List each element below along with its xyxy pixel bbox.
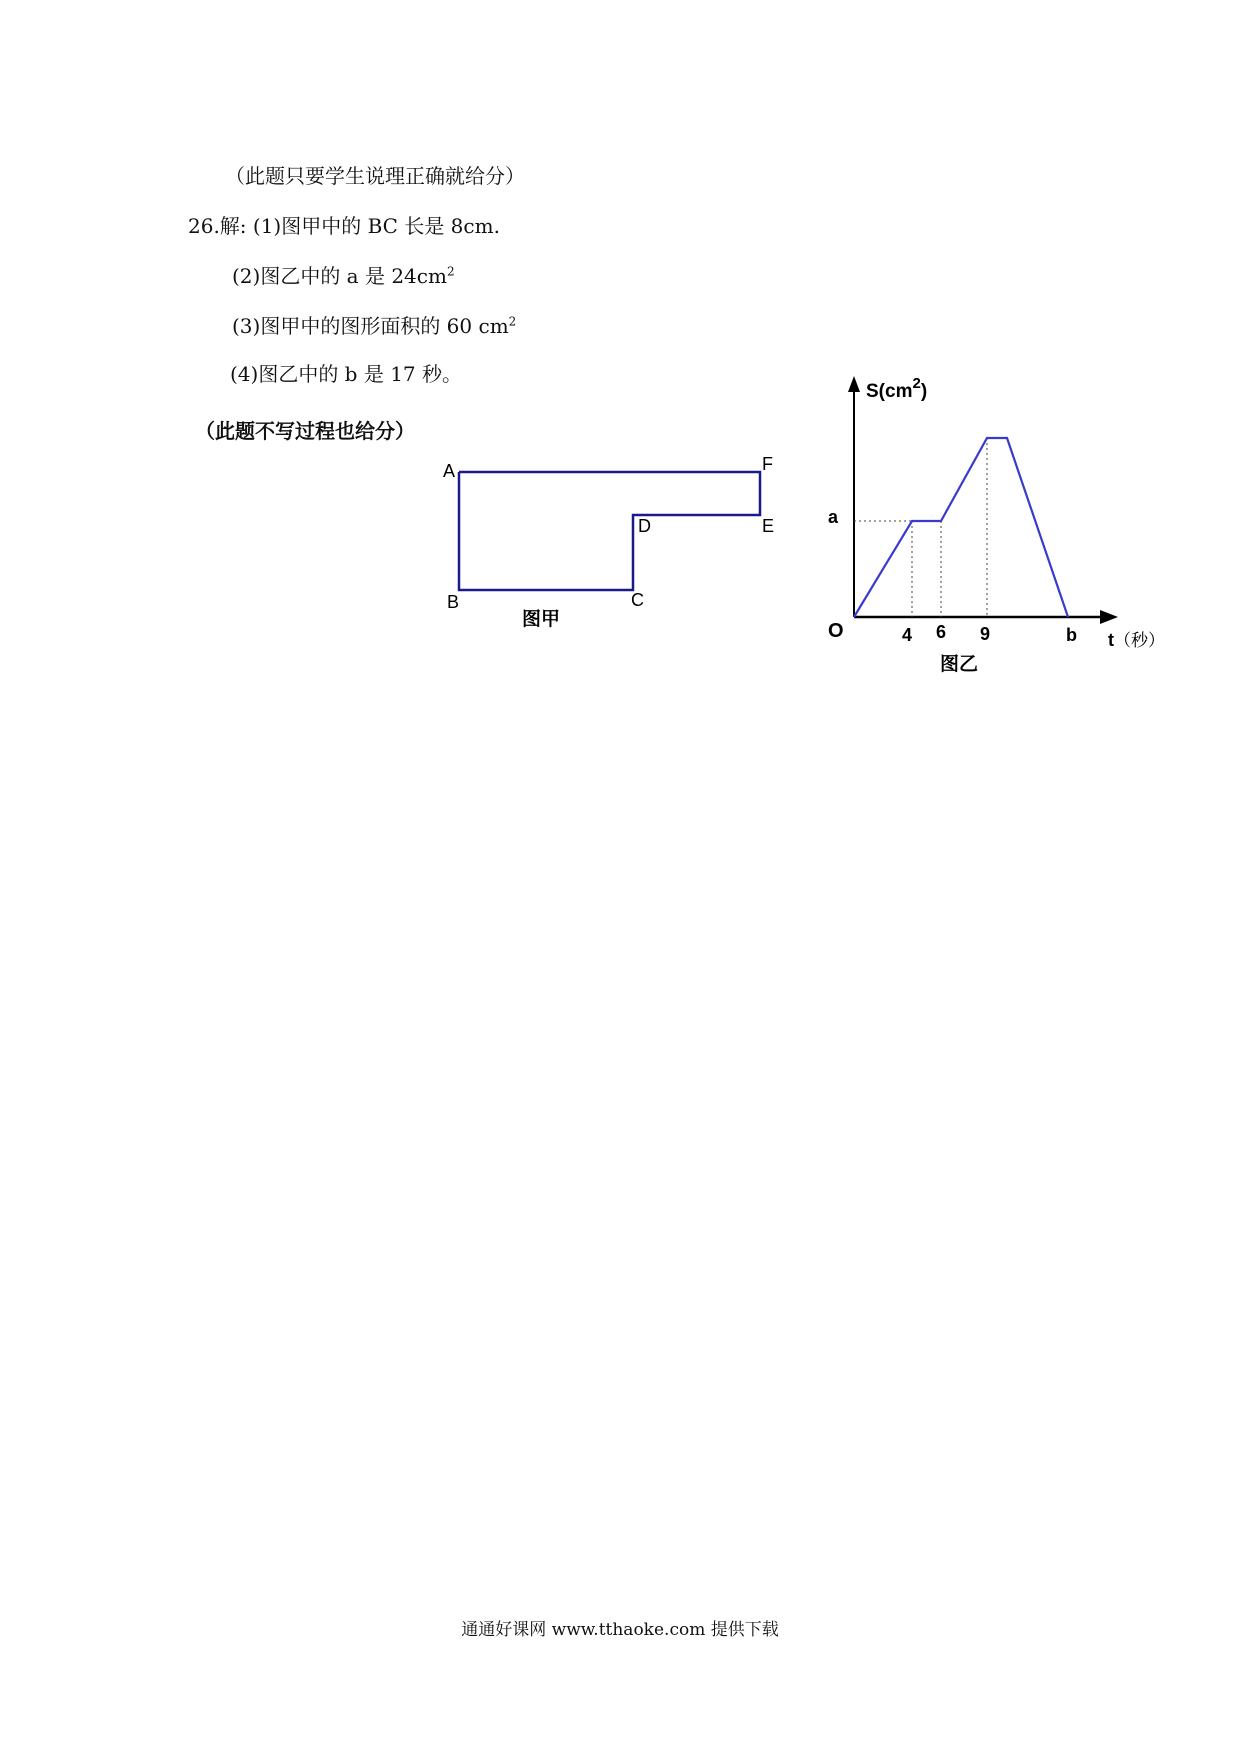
origin-label: O [828, 620, 844, 642]
label-F: F [762, 454, 773, 474]
x-tick-6: 6 [936, 622, 947, 642]
answer-26-2-text: (2)图乙中的 a 是 24cm [232, 264, 447, 288]
figure-jia-caption: 图甲 [522, 609, 561, 630]
footer: 通通好课网 www.tthaoke.com 提供下载 [461, 1620, 779, 1640]
note-no-process: （此题不写过程也给分） [195, 419, 415, 443]
x-axis-arrow-icon [1100, 610, 1118, 624]
answer-26-4: (4)图乙中的 b 是 17 秒。 [230, 362, 463, 386]
y-axis-label: $S(cm^2)$ [866, 375, 928, 402]
answer-26-3-text: (3)图甲中的图形面积的 60 cm [232, 314, 509, 338]
answer-26-2-sup: 2 [446, 264, 455, 279]
label-B: B [447, 592, 460, 612]
x-tick-9: 9 [980, 624, 991, 644]
label-E: E [762, 516, 775, 536]
x-axis-label: t（秒） [1108, 630, 1165, 651]
label-D: D [638, 516, 651, 536]
answer-26-1: 26.解: (1)图甲中的 BC 长是 8cm. [188, 214, 500, 238]
label-A: A [443, 461, 456, 481]
figure-yi [0, 0, 1240, 700]
note-reasoning: （此题只要学生说理正确就给分） [225, 164, 525, 188]
x-tick-4: 4 [902, 625, 913, 645]
answer-26-3-sup: 2 [508, 314, 517, 329]
y-axis-arrow-icon [848, 376, 860, 392]
x-tick-b: b [1066, 625, 1077, 645]
label-C: C [631, 590, 644, 610]
graph-line [854, 438, 1068, 617]
y-tick-a: a [828, 507, 839, 527]
figure-yi-caption: 图乙 [940, 654, 979, 675]
